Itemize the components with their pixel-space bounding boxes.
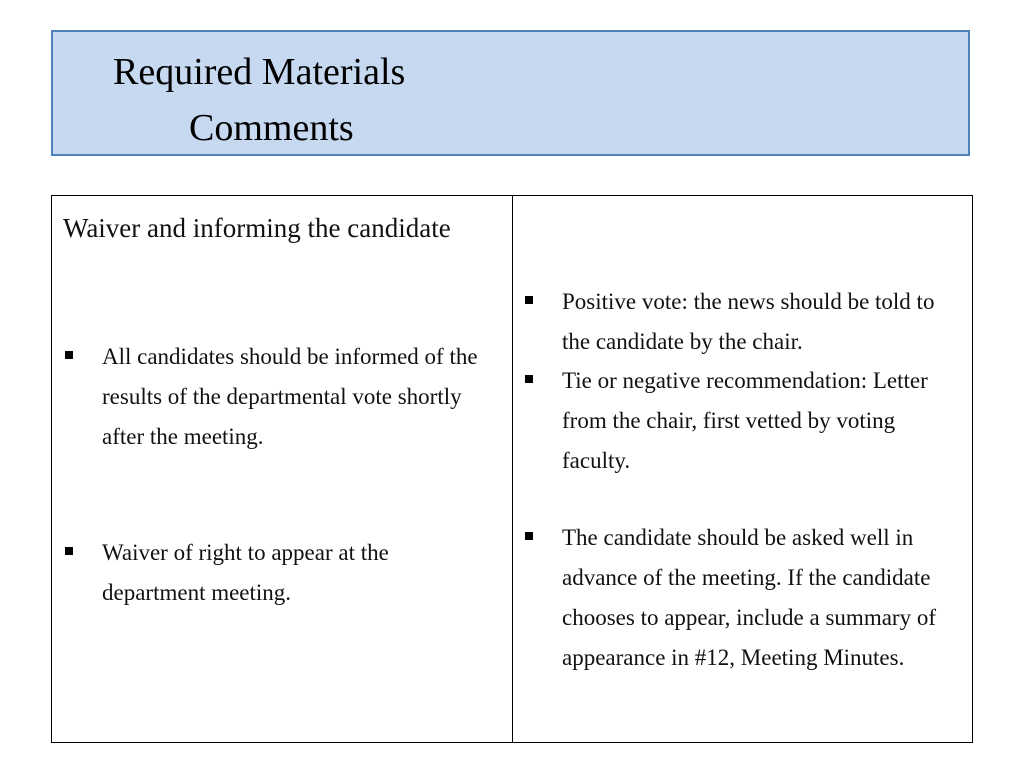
- square-bullet-icon: [525, 375, 533, 383]
- square-bullet-icon: [525, 296, 533, 304]
- list-item-text: The candidate should be asked well in advance of the meeting. If the candidate chooses to appear, include a summary of appearance in #12, Meeting Minutes.: [562, 525, 936, 670]
- list-item: [65, 533, 495, 613]
- required-materials-cell: [52, 196, 513, 742]
- square-bullet-icon: [525, 532, 533, 540]
- comments-cell: [513, 196, 972, 742]
- square-bullet-icon: [65, 351, 73, 359]
- list-item: [65, 337, 495, 457]
- list-item: [525, 282, 945, 362]
- square-bullet-icon: [65, 547, 73, 555]
- materials-table: [51, 195, 973, 743]
- title-line-2: Comments: [189, 107, 354, 149]
- title-banner: [51, 30, 970, 156]
- list-item-text: All candidates should be informed of the results of the departmental vote shortly after the meeting.: [102, 344, 478, 449]
- list-item-text: Tie or negative recommendation: Letter from the chair, first vetted by voting faculty.: [562, 368, 928, 473]
- list-item: [525, 361, 945, 481]
- cell-heading: Waiver and informing the candidate: [63, 213, 451, 243]
- list-item: [525, 518, 945, 678]
- list-item-text: Positive vote: the news should be told to the candidate by the chair.: [562, 289, 935, 354]
- list-item-text: Waiver of right to appear at the department meeting.: [102, 540, 389, 605]
- title-line-1: Required Materials: [113, 51, 406, 93]
